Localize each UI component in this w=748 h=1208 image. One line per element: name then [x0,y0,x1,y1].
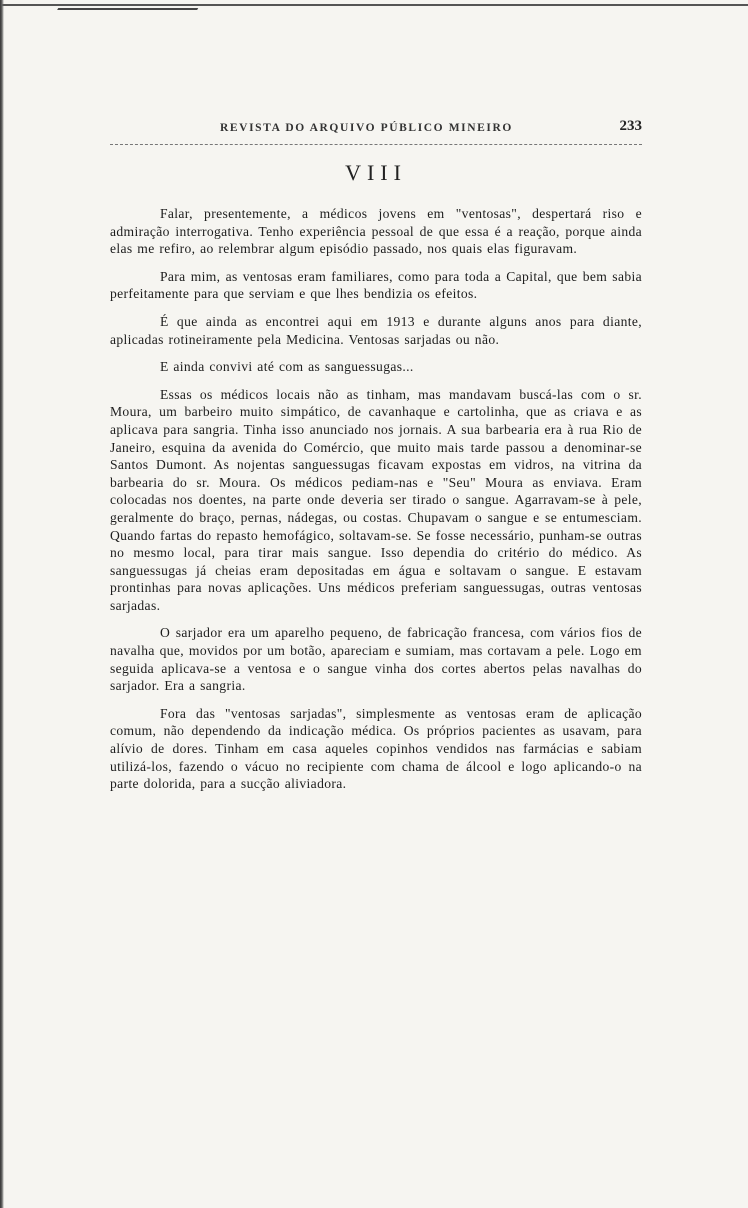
running-title: REVISTA DO ARQUIVO PÚBLICO MINEIRO [220,122,513,134]
paragraph-6: O sarjador era um aparelho pequeno, de fabricação francesa, com vários fios de navalha que, movidos por um botão, apareciam e sumiam, mas cortavam a pele. Logo em seguida aplicava-se a ventosa e o sangue vinha dos cortes abertos pelas navalhas do sarjador. Era a sangria. [110,625,642,694]
top-edge-scan-line [0,0,748,10]
paragraph-3: É que ainda as encontrei aqui em 1913 e durante alguns anos para diante, aplicadas rotineiramente pela Medicina. Ventosas sarjadas ou não. [110,313,642,347]
chapter-heading: VIII [345,160,407,185]
body-text [110,205,642,803]
page-number: 233 [619,118,642,134]
page-header [110,120,642,145]
paragraph-2: Para mim, as ventosas eram familiares, como para toda a Capital, que bem sabia perfeitamente para que serviam e que lhes bendizia os efeitos. [110,268,642,302]
paragraph-4: E ainda convivi até com as sanguessugas... [160,359,414,375]
left-page-edge [0,0,4,1208]
scan-scratch [57,0,203,10]
paragraph-7: Fora das "ventosas sarjadas", simplesmente as ventosas eram de aplicação comum, não dependendo da indicação médica. Os próprios pacientes as usavam, para alívio de dores. Tinham em casa aqueles copinhos vendidos nas farmácias e sabiam utilizá-los, fazendo o vácuo no recipiente com chama de álcool e logo aplicando-o na parte dolorida, para a sucção aliviadora. [110,705,642,792]
paragraph-1: Falar, presentemente, a médicos jovens em "ventosas", despertará riso e admiração interrogativa. Tenho experiência pessoal de que essa é a reação, porque ainda elas me refiro, ao relembrar algum episódio passado, nos quais elas figuravam. [110,206,642,257]
paragraph-5: Essas os médicos locais não as tinham, mas mandavam buscá-las com o sr. Moura, um barbeiro muito simpático, de cavanhaque e cartolinha, que as criava e as aplicava para sangria. Tinha isso anunciado nos jornais. A sua barbearia era à rua Rio de Janeiro, esquina da avenida do Comércio, que muito mais tarde passou a denominar-se Santos Dumont. As nojentas sanguessugas ficavam expostas em vidros, na vitrina da barbearia do sr. Moura. Os médicos pediam-nas e "Seu" Moura as enviava. Eram colocadas nos doentes, na parte onde deveria ser tirado o sangue. Agarravam-se à pele, geralmente do braço, pernas, nádegas, ou costas. Chupavam o sangue e se entumesciam. Quando fartas do repasto hemofágico, soltavam-se. Se fosse necessário, punham-se outras no mesmo local, para tirar mais sangue. Isso dependia do critério do médico. As sanguessugas já cheias eram depositadas em água e soltavam o sangue. E estavam prontinhas para novas aplicações. Uns médicos preferiam sanguessugas, outras ventosas sarjadas. [110,386,642,613]
